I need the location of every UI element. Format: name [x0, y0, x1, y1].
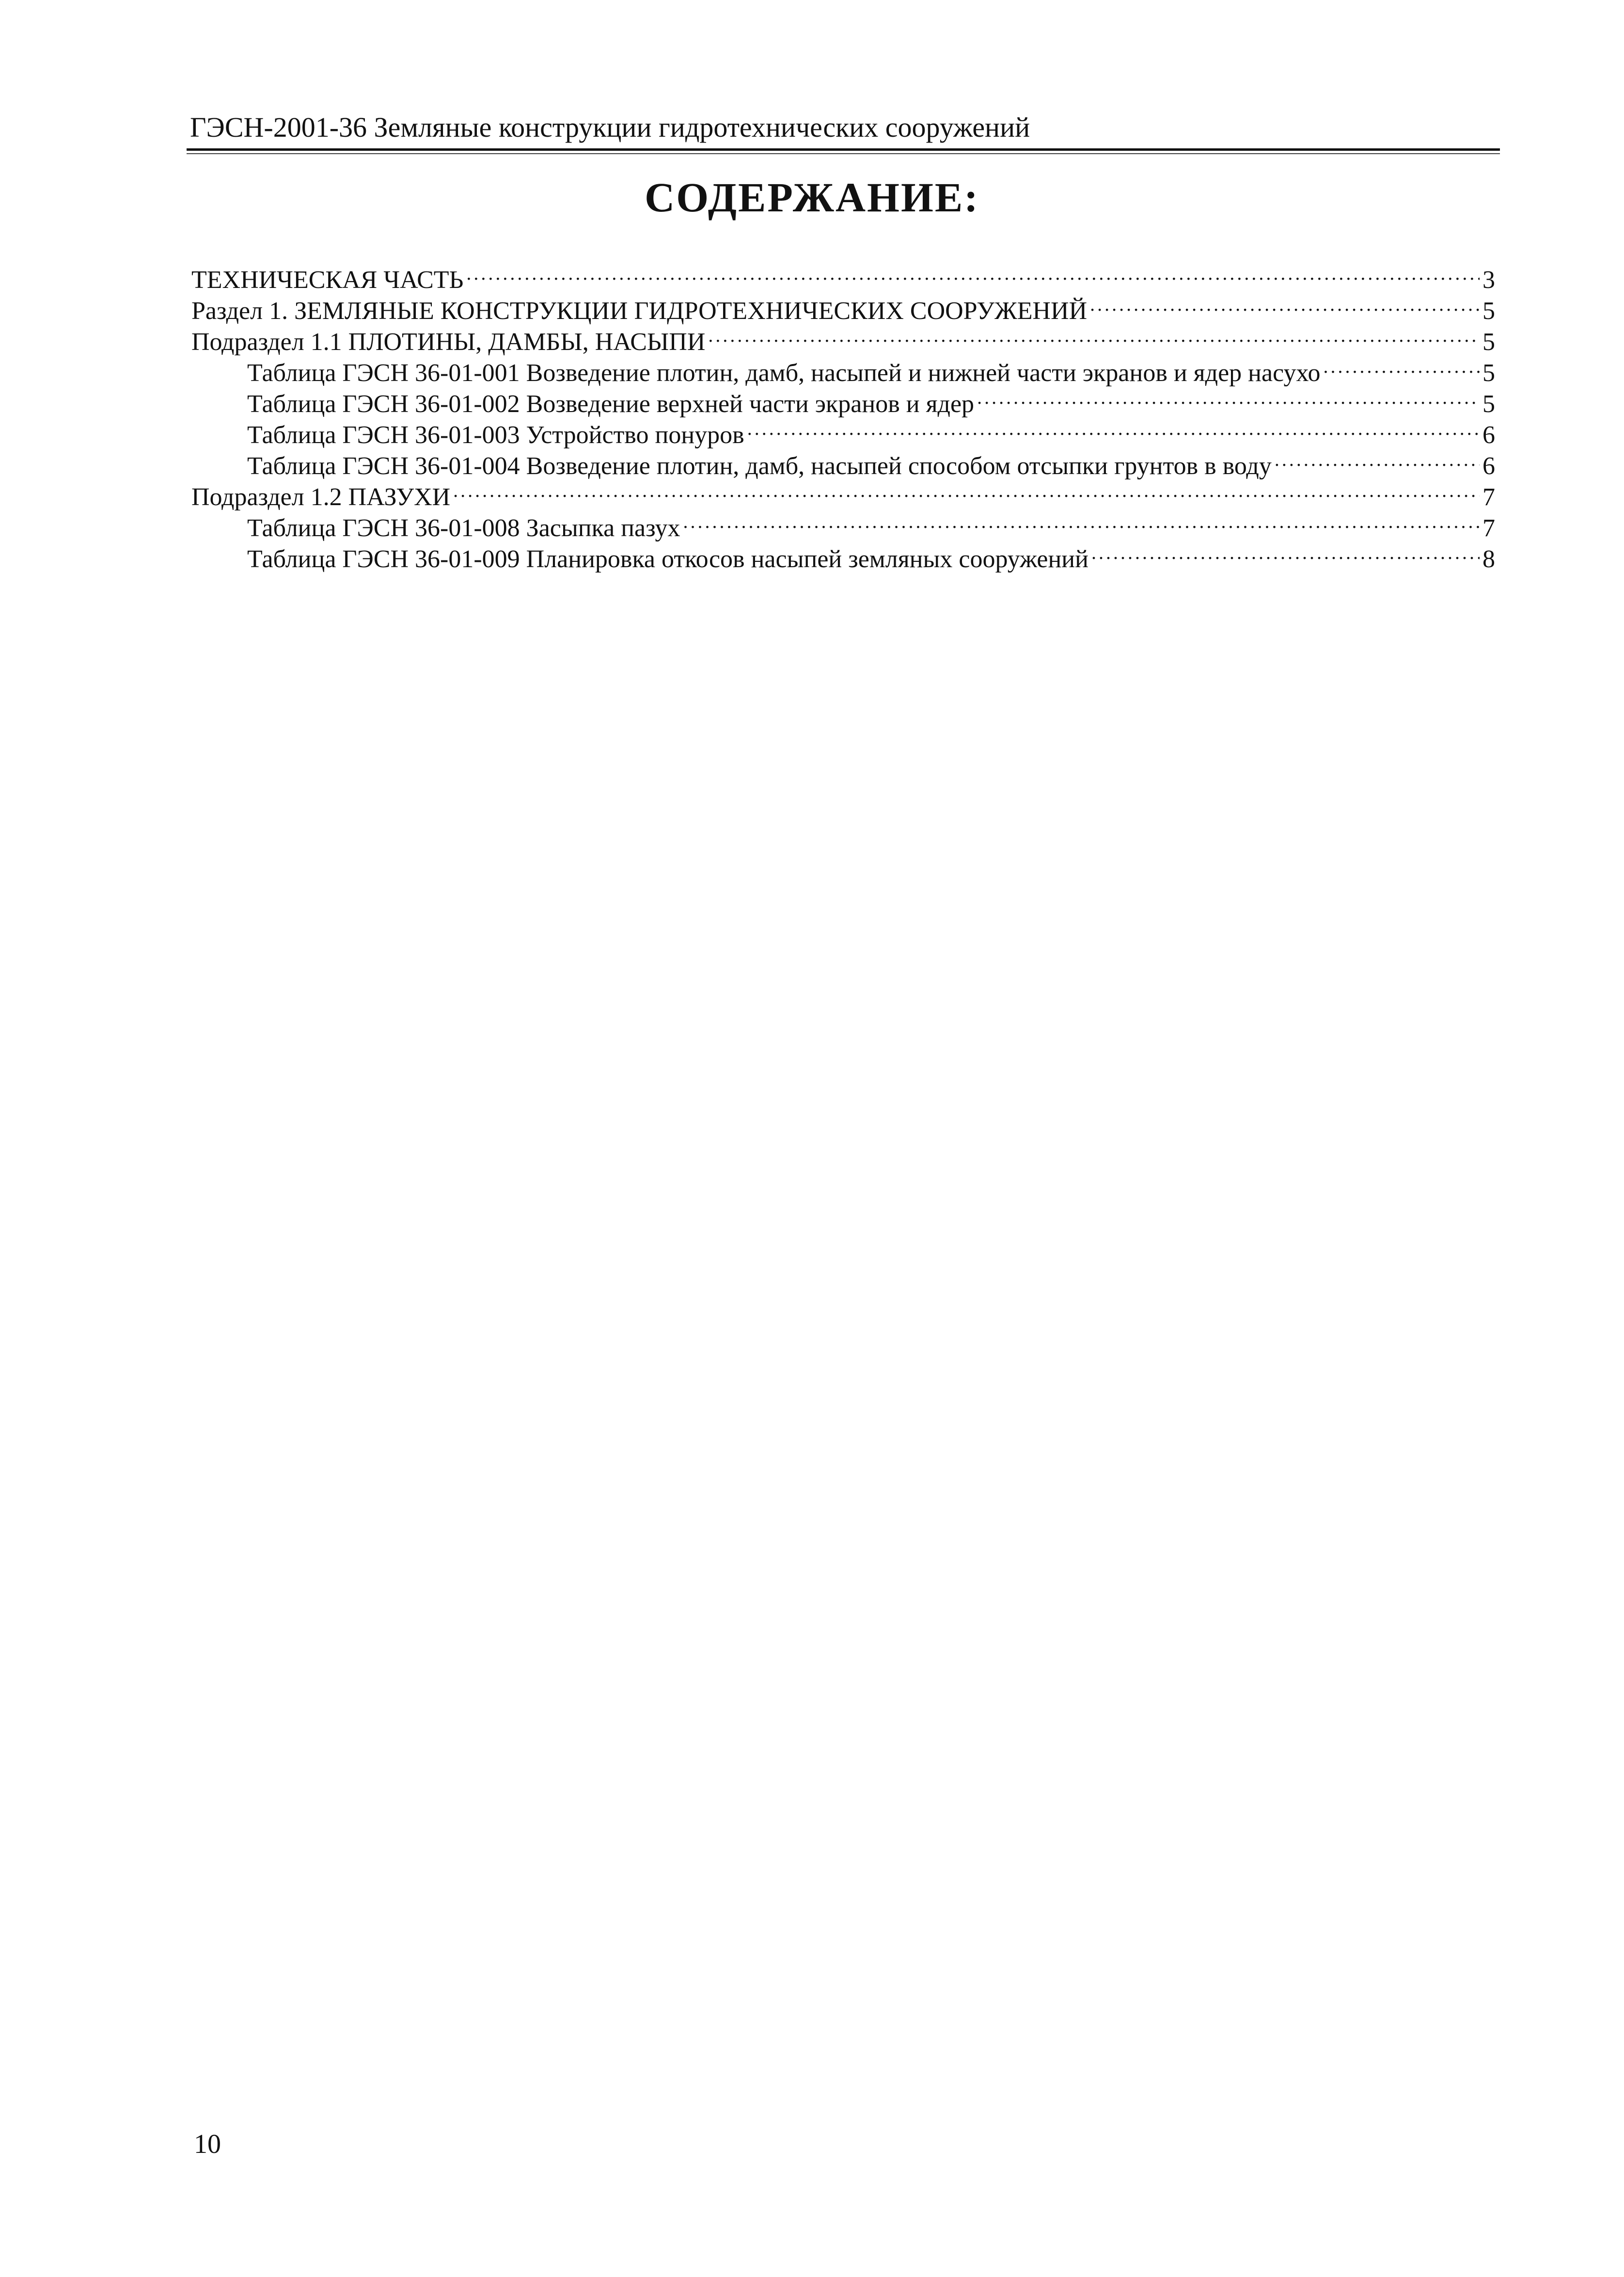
toc-dot-leader — [453, 474, 1480, 505]
toc-entry-label: Таблица ГЭСН 36-01-002 Возведение верхней части экранов и ядер — [247, 390, 975, 418]
toc-entry[interactable] — [191, 257, 1495, 294]
toc-dot-leader — [1275, 443, 1480, 474]
toc-entry-label: Таблица ГЭСН 36-01-004 Возведение плотин, дамб, насыпей способом отсыпки грунтов в воду — [247, 452, 1272, 480]
toc-entry-page: 5 — [1482, 297, 1495, 325]
header-rule-thin — [187, 153, 1500, 154]
header-rule — [187, 148, 1500, 151]
toc-dot-leader — [1324, 350, 1480, 381]
toc-entry-page: 5 — [1482, 328, 1495, 356]
toc-entry-page: 7 — [1482, 514, 1495, 542]
toc-dot-leader — [1091, 536, 1480, 567]
toc-entry-page: 8 — [1482, 545, 1495, 573]
toc-entry-label: Раздел 1. ЗЕМЛЯНЫЕ КОНСТРУКЦИИ ГИДРОТЕХНИЧЕСКИХ СООРУЖЕНИЙ — [191, 297, 1088, 325]
toc-entry-page: 6 — [1482, 452, 1495, 480]
toc-entry-label: Таблица ГЭСН 36-01-009 Планировка откосов насыпей земляных сооружений — [247, 545, 1088, 573]
toc-entry-label: Подраздел 1.1 ПЛОТИНЫ, ДАМБЫ, НАСЫПИ — [191, 328, 706, 356]
toc-dot-leader — [708, 319, 1480, 350]
toc-dot-leader — [466, 257, 1480, 288]
toc-dot-leader — [977, 381, 1480, 412]
table-of-contents — [191, 257, 1495, 573]
page-title: СОДЕРЖАНИЕ: — [645, 174, 979, 221]
toc-entry-page: 5 — [1482, 359, 1495, 387]
toc-dot-leader — [683, 505, 1480, 536]
toc-dot-leader — [747, 412, 1480, 443]
page-number: 10 — [194, 2129, 221, 2159]
toc-entry-label: ТЕХНИЧЕСКАЯ ЧАСТЬ — [191, 266, 464, 294]
toc-entry-label: Таблица ГЭСН 36-01-003 Устройство понуров — [247, 421, 744, 449]
toc-entry-label: Подраздел 1.2 ПАЗУХИ — [191, 483, 451, 511]
running-header: ГЭСН-2001-36 Земляные конструкции гидротехнических сооружений — [190, 111, 1030, 143]
toc-entry-page: 3 — [1482, 266, 1495, 294]
toc-entry-label: Таблица ГЭСН 36-01-008 Засыпка пазух — [247, 514, 680, 542]
toc-entry-page: 7 — [1482, 483, 1495, 511]
toc-dot-leader — [1090, 288, 1480, 319]
toc-entry-page: 5 — [1482, 390, 1495, 418]
toc-entry-label: Таблица ГЭСН 36-01-001 Возведение плотин, дамб, насыпей и нижней части экранов и ядер насухо — [247, 359, 1321, 387]
toc-entry-page: 6 — [1482, 421, 1495, 449]
